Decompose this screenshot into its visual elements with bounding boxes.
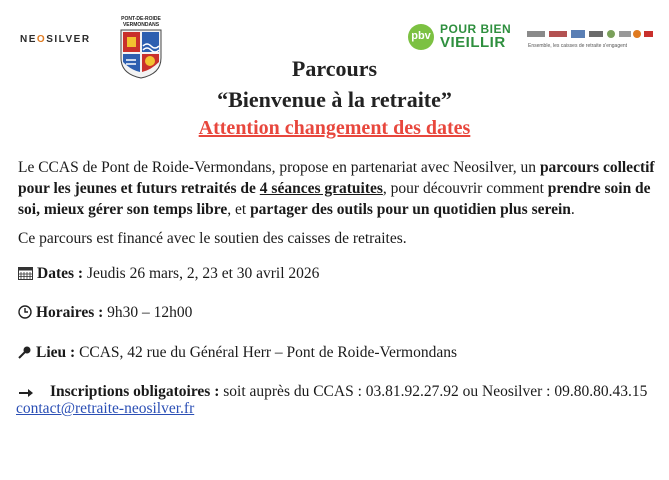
notice-date-change: Attention changement des dates (198, 117, 471, 139)
intro-bold: parcours collectif pour les jeunes et futurs retraités de (18, 159, 655, 197)
dates-label: Dates : (37, 265, 84, 282)
pbv-logo-line1: POUR BIEN (440, 22, 512, 36)
neosilver-logo-part: SILVER (46, 34, 91, 45)
calendar-icon (18, 266, 33, 280)
funding-paragraph: Ce parcours est financé avec le soutien des caisses de retraites. (18, 230, 407, 247)
intro-paragraph (18, 157, 658, 220)
intro-text: , et (227, 201, 251, 218)
hours-value: 9h30 – 12h00 (103, 304, 193, 321)
clock-icon (18, 305, 32, 319)
intro-text: Le CCAS de Pont de Roide-Vermondans, propose en partenariat avec Neosilver, un (18, 159, 540, 176)
signup-line (18, 381, 647, 402)
intro-text: , pour découvrir comment (382, 180, 548, 197)
intro-sessions: 4 séances gratuites (259, 180, 383, 197)
hours-line (18, 302, 192, 323)
intro-bold: prendre soin de soi, mieux gérer son temps libre (18, 180, 651, 218)
intro-bold: partager des outils pour un quotidien plus serein (250, 201, 571, 218)
pbv-logo-line2: VIEILLIR (440, 34, 506, 51)
signup-value: soit auprès du CCAS : 03.81.92.27.92 ou Neosilver : 09.80.80.43.15 (219, 383, 648, 400)
place-value: CCAS, 42 rue du Général Herr – Pont de Roide-Vermondans (75, 344, 458, 361)
neosilver-logo (20, 34, 91, 45)
pbv-badge-icon: pbv (408, 24, 434, 50)
pin-icon (18, 345, 32, 359)
neosilver-logo-part: NE (20, 34, 37, 45)
title-parcours: Parcours (291, 56, 378, 81)
arrow-right-icon (18, 388, 34, 398)
place-label: Lieu : (36, 344, 76, 361)
hours-label: Horaires : (36, 304, 104, 321)
partner-logos-icon (525, 28, 655, 40)
crest-caption-line: PONT-DE-ROIDE (121, 16, 161, 22)
signup-label: Inscriptions obligatoires : (50, 383, 220, 400)
neosilver-logo-accent: O (36, 34, 47, 45)
intro-text: . (570, 201, 575, 218)
pbv-tagline: Ensemble, les caisses de retraite s'engagent (528, 43, 628, 49)
crest-caption (117, 16, 165, 28)
contact-email-link[interactable]: contact@retraite-neosilver.fr (16, 400, 195, 417)
dates-value: Jeudis 26 mars, 2, 23 et 30 avril 2026 (83, 265, 320, 282)
place-line (18, 342, 457, 363)
crest-caption-line: VERMONDANS (122, 22, 160, 28)
title-bienvenue: “Bienvenue à la retraite” (217, 87, 452, 112)
dates-line (18, 263, 319, 284)
